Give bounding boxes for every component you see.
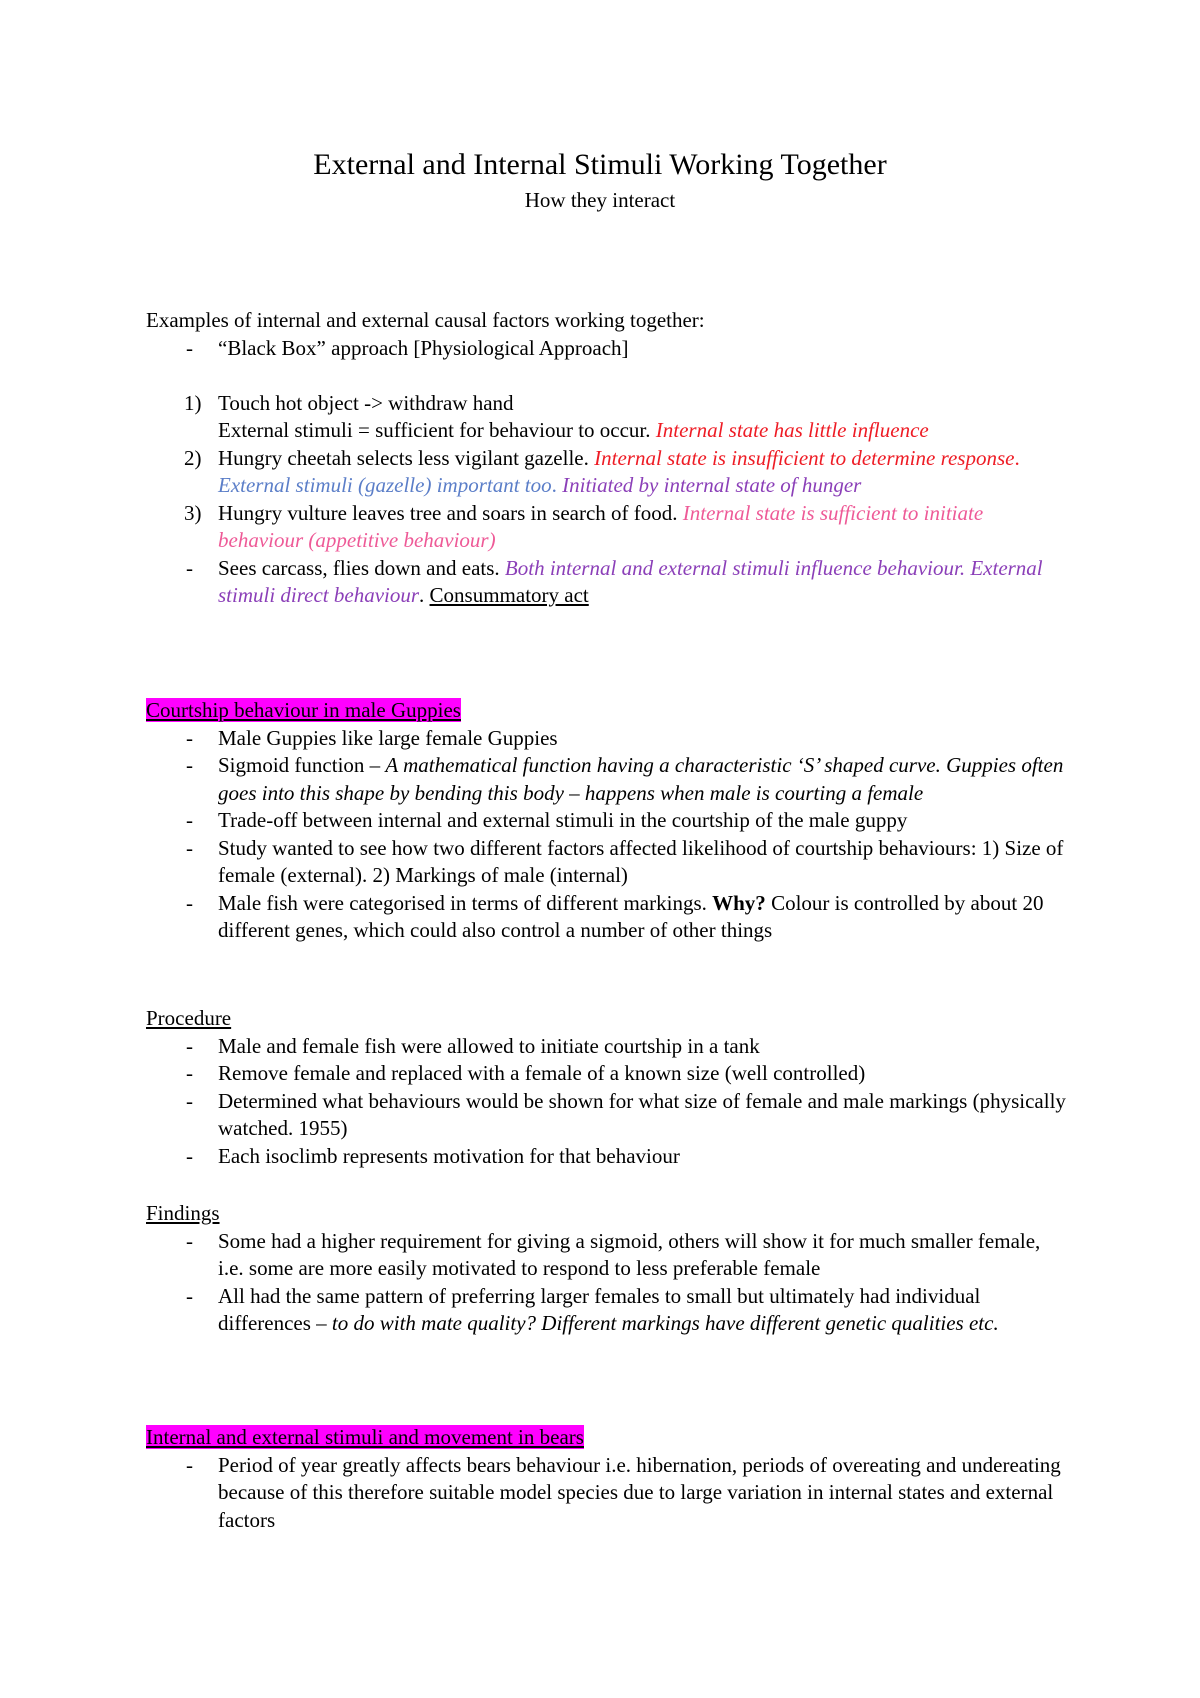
section-heading: Courtship behaviour in male Guppies xyxy=(146,698,461,722)
guppies-section xyxy=(146,697,1066,945)
list-item: - Period of year greatly affects bears behaviour i.e. hibernation, periods of overeating and undereating because of this therefore suitable model species due to large variation in internal states and external factors xyxy=(186,1452,1061,1532)
list-item: - Male fish were categorised in terms of different markings. Why? Colour is controlled by about 20 different genes, which could also control a number of other things xyxy=(186,890,1044,942)
list-item: - Each isoclimb represents motivation for that behaviour xyxy=(186,1143,680,1168)
list-item: - Trade-off between internal and external stimuli in the courtship of the male guppy xyxy=(186,808,908,832)
list-item: - Male and female fish were allowed to initiate courtship in a tank xyxy=(186,1033,760,1058)
bears-section xyxy=(146,1424,1066,1534)
list-item: 2) Hungry cheetah selects less vigilant gazelle. Internal state is insufficient to determine response. External stimuli (gazelle) important too. Initiated by internal state of hunger xyxy=(184,445,1020,497)
section-heading: Internal and external stimuli and movement in bears xyxy=(146,1425,584,1449)
examples-heading: Examples of internal and external causal factors working together: xyxy=(146,308,705,332)
list-item: 1) Touch hot object -> withdraw hand External stimuli = sufficient for behaviour to occur. Internal state has little influence xyxy=(184,390,929,442)
list-item: - Some had a higher requirement for giving a sigmoid, others will show it for much smaller female, i.e. some are more easily motivated to respond to less preferable female xyxy=(186,1228,1041,1280)
list-item: - Study wanted to see how two different factors affected likelihood of courtship behaviours: 1) Size of female (external). 2) Markings of male (internal) xyxy=(186,835,1064,887)
document-subtitle: How they interact xyxy=(524,188,676,212)
document-title: External and Internal Stimuli Working Together xyxy=(313,148,887,181)
list-item: 3) Hungry vulture leaves tree and soars in search of food. Internal state is sufficient to initiate behaviour (appetitive behaviour) xyxy=(184,500,984,552)
list-item: - Sigmoid function – A mathematical function having a characteristic ‘S’ shaped curve. Guppies often goes into this shape by bending this body – happens when male is courting a female xyxy=(186,753,1064,805)
findings-section xyxy=(146,1200,1066,1338)
list-item: - Determined what behaviours would be shown for what size of female and male markings (physically watched. 1955) xyxy=(186,1088,1066,1140)
section-heading: Procedure xyxy=(146,1006,232,1030)
list-item: - Male Guppies like large female Guppies xyxy=(186,725,558,750)
list-item: - All had the same pattern of preferring larger females to small but ultimately had individual differences – to do with mate quality? Different markings have different genetic qualities etc. xyxy=(186,1283,999,1335)
list-item: - “Black Box” approach [Physiological Approach] xyxy=(186,335,629,360)
list-item: - Remove female and replaced with a female of a known size (well controlled) xyxy=(186,1061,866,1085)
list-item: - Sees carcass, flies down and eats. Both internal and external stimuli influence behaviour. External stimuli direct behaviour. Consummatory act xyxy=(186,555,1043,607)
procedure-section xyxy=(146,1005,1066,1170)
section-heading: Findings xyxy=(146,1201,220,1225)
examples-section xyxy=(146,307,1066,610)
